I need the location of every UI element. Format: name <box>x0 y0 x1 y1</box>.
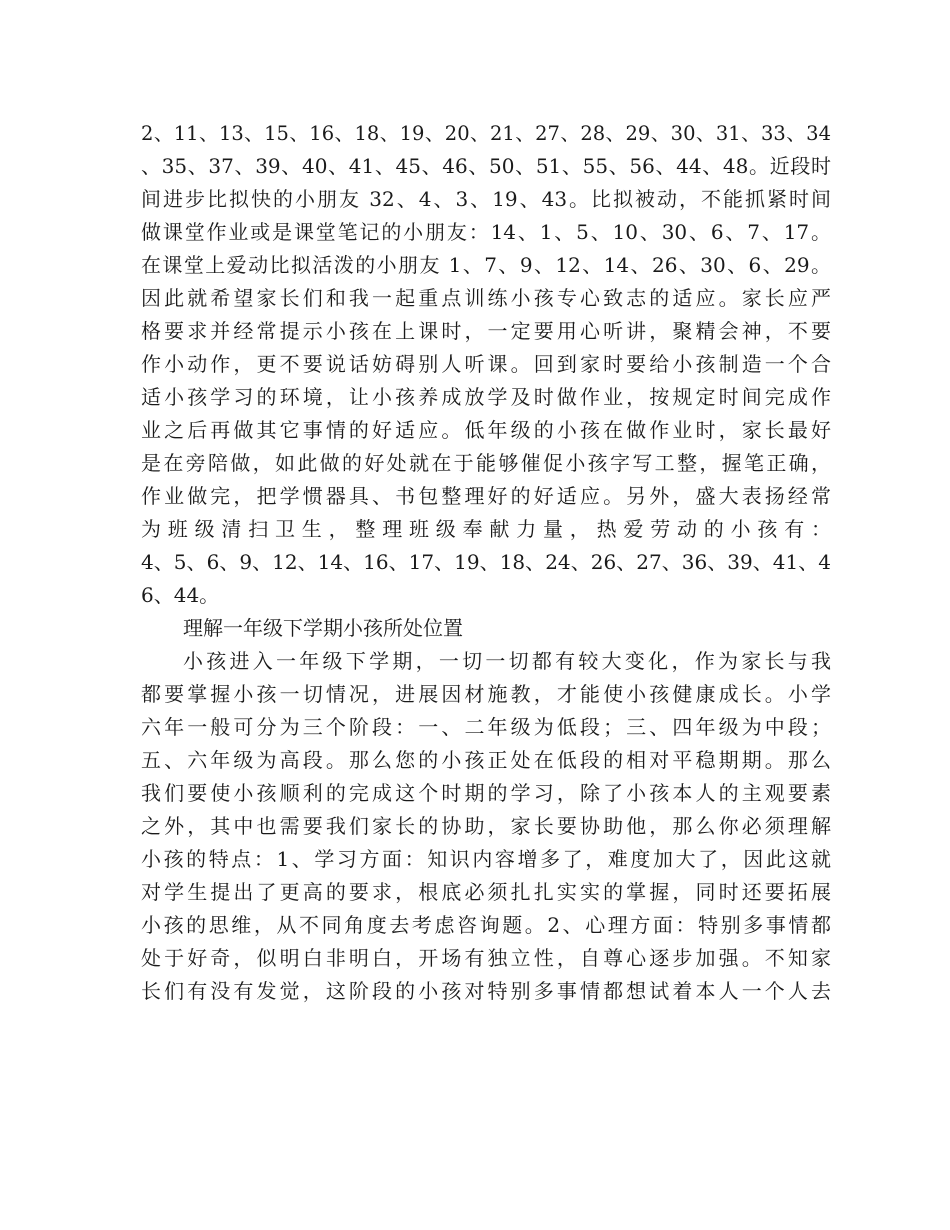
text-line: 是在旁陪做，如此做的好处就在于能够催促小孩字写工整，握笔正确， <box>141 451 831 475</box>
text-line: 都要掌握小孩一切情况，进展因材施教，才能使小孩健康成长。小学 <box>141 682 831 706</box>
text-line: 6、44。 <box>141 583 220 607</box>
text-line: 2、11、13、15、16、18、19、20、21、27、28、29、30、31、33、34 <box>141 122 831 145</box>
text-line: 格要求并经常提示小孩在上课时，一定要用心听讲，聚精会神，不要 <box>141 319 831 343</box>
text-line: 间进步比拟快的小朋友 32、4、3、19、43。比拟被动，不能抓紧时间 <box>141 187 831 211</box>
text-line: 之外，其中也需要我们家长的协助，家长要协助他，那么你必须理解 <box>141 814 831 838</box>
text-line: 、35、37、39、40、41、45、46、50、51、55、56、44、48。近段时 <box>141 154 831 178</box>
text-line: 适小孩学习的环境，让小孩养成放学及时做作业，按规定时间完成作 <box>141 385 831 409</box>
section-heading: 理解一年级下学期小孩所处位置 <box>183 616 463 640</box>
text-line: 五、六年级为高段。那么您的小孩正处在低段的相对平稳期期。那么 <box>141 748 831 772</box>
text-line: 六年一般可分为三个阶段：一、二年级为低段；三、四年级为中段； <box>141 715 831 739</box>
text-line: 作业做完，把学惯器具、书包整理好的好适应。另外，盛大表扬经常 <box>141 484 831 508</box>
text-line: 在课堂上爱动比拟活泼的小朋友 1、7、9、12、14、26、30、6、29。 <box>141 253 831 277</box>
text-line: 为班级清扫卫生，整理班级奉献力量，热爱劳动的小孩有： <box>141 517 831 541</box>
text-line: 小孩的思维，从不同角度去考虑咨询题。2、心理方面：特别多事情都 <box>141 913 831 937</box>
paragraph-first-line: 小孩进入一年级下学期，一切一切都有较大变化，作为家长与我 <box>183 649 831 673</box>
text-line: 长们有没有发觉，这阶段的小孩对特别多事情都想试着本人一个人去 <box>141 979 831 1003</box>
text-line: 作小动作，更不要说话妨碍别人听课。回到家时要给小孩制造一个合 <box>141 352 831 376</box>
text-line: 做课堂作业或是课堂笔记的小朋友：14、1、5、10、30、6、7、17。 <box>141 220 831 244</box>
text-line: 业之后再做其它事情的好适应。低年级的小孩在做作业时，家长最好 <box>141 418 831 442</box>
text-line: 处于好奇，似明白非明白，开场有独立性，自尊心逐步加强。不知家 <box>141 946 831 970</box>
text-line: 我们要使小孩顺利的完成这个时期的学习，除了小孩本人的主观要素 <box>141 781 831 805</box>
text-line: 小孩的特点：1、学习方面：知识内容增多了，难度加大了，因此这就 <box>141 847 831 871</box>
text-line: 4、5、6、9、12、14、16、17、19、18、24、26、27、36、39、41、4 <box>141 550 831 574</box>
text-line: 对学生提出了更高的要求，根底必须扎扎实实的掌握，同时还要拓展 <box>141 880 831 904</box>
text-line: 因此就希望家长们和我一起重点训练小孩专心致志的适应。家长应严 <box>141 286 831 310</box>
